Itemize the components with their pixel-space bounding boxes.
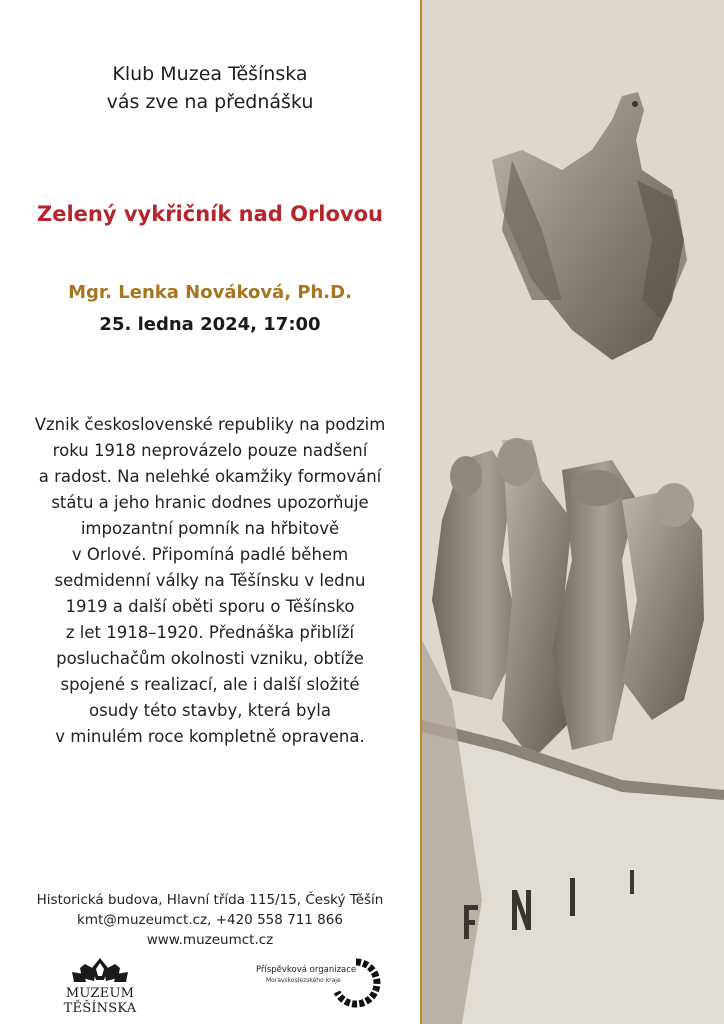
org-line-1: Příspěvková organizace (256, 965, 357, 975)
speaker-name: Mgr. Lenka Nováková, Ph.D. (68, 282, 352, 303)
invitation-line-1: Klub Muzea Těšínska (112, 63, 308, 85)
monument-photo (422, 0, 724, 1024)
lecture-description (0, 412, 420, 750)
msk-region-logo (256, 956, 386, 1010)
description-line: Vznik československé republiky na podzim (34, 415, 386, 434)
description-line: v minulém roce kompletně opravena. (55, 727, 365, 746)
description-line: posluchačům okolnosti vzniku, obtíže (56, 649, 364, 668)
description-line: sedmidenní války na Těšínsku v lednu (54, 571, 366, 590)
lecture-datetime: 25. ledna 2024, 17:00 (99, 314, 321, 335)
region-ring-icon (328, 956, 384, 1010)
description-line: z let 1918–1920. Přednáška přiblíží (65, 623, 355, 642)
contact-info (0, 890, 420, 950)
description-line: státu a jeho hranic dodnes upozorňuje (51, 493, 369, 512)
monument-sculpture-image (422, 0, 724, 1024)
description-line: 1919 a další oběti sporu o Těšínsko (65, 597, 355, 616)
description-line: spojené s realizací, ale i další složité (60, 675, 360, 694)
org-line-2: Moravskoslezského kraje (266, 977, 341, 984)
museum-logo (30, 956, 170, 1016)
description-line: roku 1918 neprovázelo pouze nadšení (52, 441, 368, 460)
invitation-line-2: vás zve na přednášku (106, 91, 314, 113)
description-line: v Orlové. Připomíná padlé během (71, 545, 349, 564)
email-phone[interactable]: kmt@muzeumct.cz, +420 558 711 866 (77, 912, 343, 928)
description-line: a radost. Na nelehké okamžiky formování (38, 467, 382, 486)
lotus-icon (30, 956, 170, 986)
museum-name: MUZEUM TĚŠÍNSKA (63, 986, 137, 1016)
description-line: impozantní pomník na hřbitově (80, 519, 340, 538)
address: Historická budova, Hlavní třída 115/15, Český Těšín (36, 892, 384, 908)
description-line: osudy této stavby, která byla (89, 701, 331, 720)
lecture-title: Zelený vykřičník nad Orlovou (37, 202, 383, 226)
website-link[interactable]: www.muzeumct.cz (146, 932, 274, 948)
